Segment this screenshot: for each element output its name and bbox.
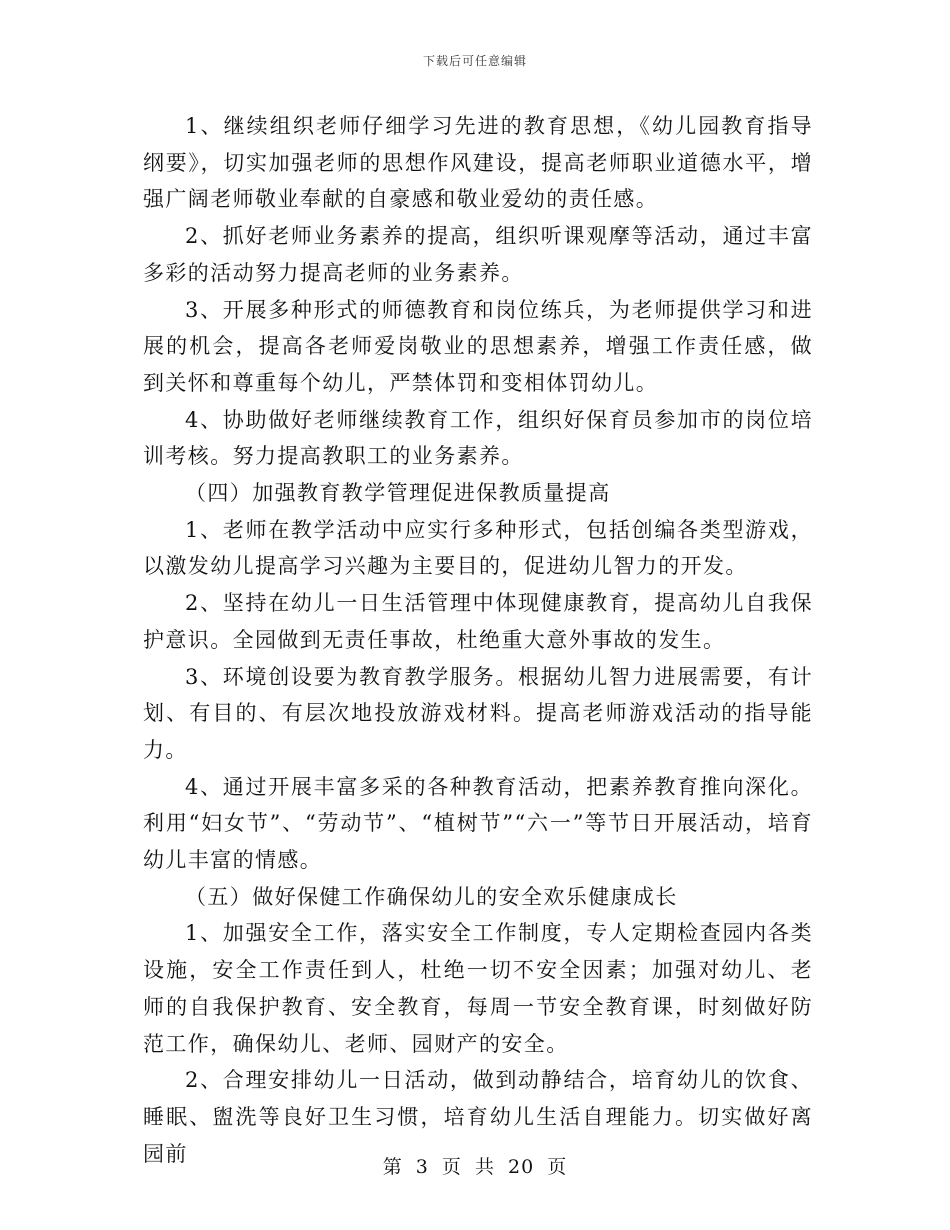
paragraph-2: 2、抓好老师业务素养的提高，组织听课观摩等活动，通过丰富多彩的活动努力提高老师的业务素养。: [143, 224, 813, 285]
paragraph-5: 1、老师在教学活动中应实行多种形式，包括创编各类型游戏，以激发幼儿提高学习兴趣为主要目的，促进幼儿智力的开发。: [143, 517, 813, 579]
section-heading-4: （四）加强教育教学管理促进保教质量提高: [185, 481, 611, 506]
page-number-footer: 第 3 页 共 20 页: [382, 1156, 568, 1178]
paragraph-10: 2、合理安排幼儿一日活动，做到动静结合，培育幼儿的饮食、睡眠、盥洗等良好卫生习惯，培育幼儿生活自理能力。切实做好离园前: [143, 1068, 813, 1166]
header-note: 下载后可任意编辑: [422, 54, 527, 68]
paragraph-6: 2、坚持在幼儿一日生活管理中体现健康教育，提高幼儿自我保护意识。全园做到无责任事故，杜绝重大意外事故的发生。: [143, 591, 813, 652]
paragraph-8: 4、通过开展丰富多采的各种教育活动，把素养教育推向深化。利用“妇女节”、“劳动节”、“植树节”“六一”等节日开展活动，培育幼儿丰富的情感。: [143, 774, 813, 873]
section-heading-5: （五）做好保健工作确保幼儿的安全欢乐健康成长: [185, 884, 678, 909]
paragraph-7: 3、环境创设要为教育教学服务。根据幼儿智力进展需要，有计划、有目的、有层次地投放游戏材料。提高老师游戏活动的指导能力。: [143, 664, 813, 762]
paragraph-9: 1、加强安全工作，落实安全工作制度，专人定期检查园内各类设施，安全工作责任到人，杜绝一切不安全因素；加强对幼儿、老师的自我保护教育、安全教育，每周一节安全教育课，时刻做好防范工作，确保幼儿、老师、园财产的安全。: [143, 921, 813, 1056]
paragraph-1: 1、继续组织老师仔细学习先进的教育思想，《幼儿园教育指导纲要》，切实加强老师的思想作风建设，提高老师职业道德水平，增强广阔老师敬业奉献的自豪感和敬业爱幼的责任感。: [143, 114, 813, 212]
document-body: [143, 108, 813, 1172]
paragraph-4: 4、协助做好老师继续教育工作，组织好保育员参加市的岗位培训考核。努力提高教职工的业务素养。: [143, 407, 813, 469]
paragraph-3: 3、开展多种形式的师德教育和岗位练兵，为老师提供学习和进展的机会，提高各老师爱岗敬业的思想素养，增强工作责任感，做到关怀和尊重每个幼儿，严禁体罚和变相体罚幼儿。: [143, 297, 813, 395]
